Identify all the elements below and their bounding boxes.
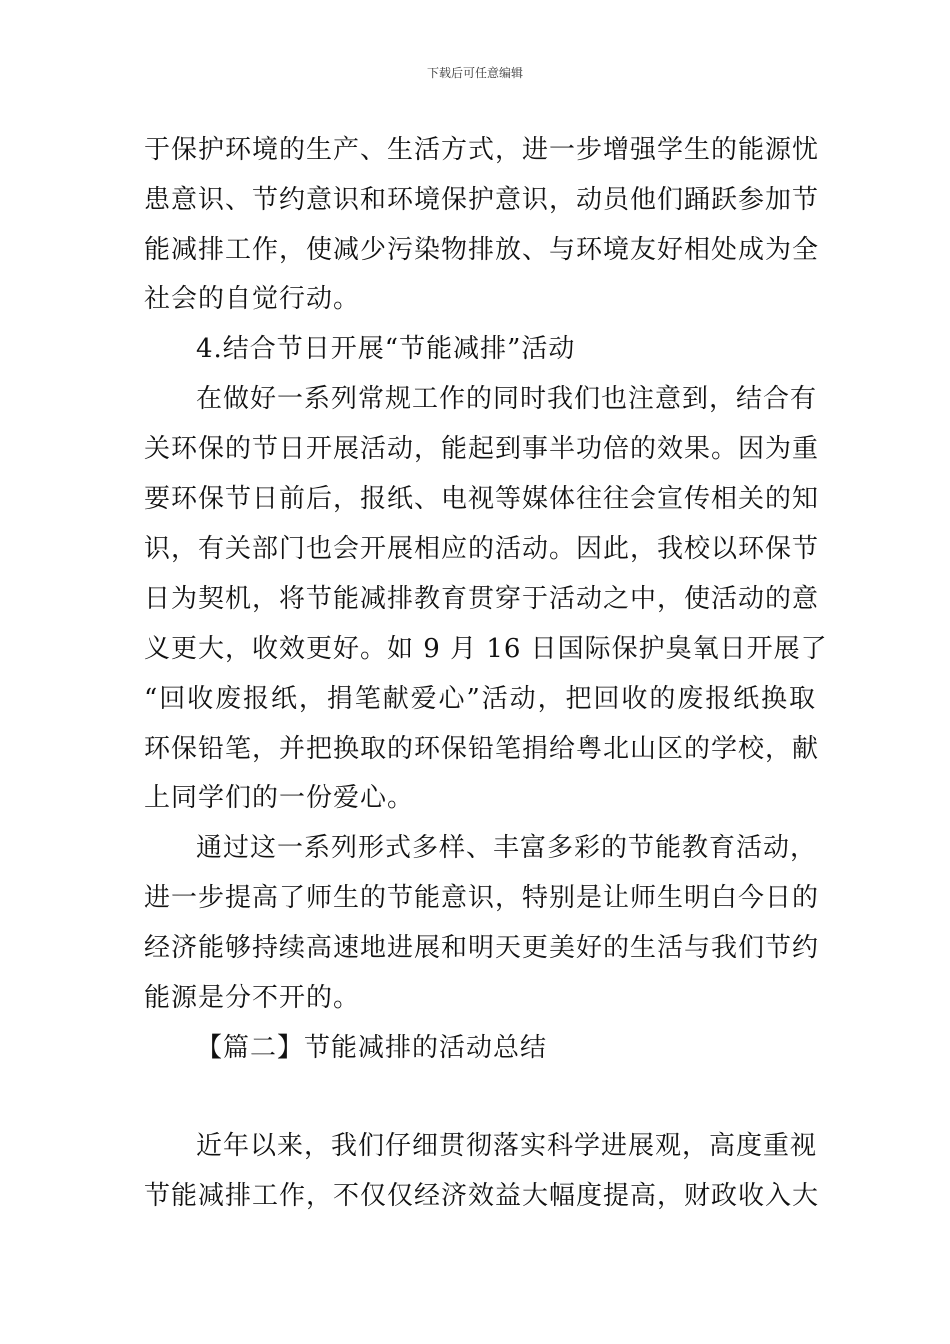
- paragraph-line: 于保护环境的生产、生活方式，进一步增强学生的能源忧: [144, 135, 820, 165]
- paragraph-line: 识，有关部门也会开展相应的活动。因此，我校以环保节: [144, 534, 820, 564]
- paragraph-line: 通过这一系列形式多样、丰富多彩的节能教育活动，: [196, 833, 818, 863]
- paragraph-line: 关环保的节日开展活动，能起到事半功倍的效果。因为重: [144, 434, 820, 464]
- paragraph-line: 近年以来，我们仔细贯彻落实科学进展观，高度重视: [196, 1131, 818, 1161]
- paragraph-line: 进一步提高了师生的节能意识，特别是让师生明白今日的: [144, 883, 820, 913]
- page-header: 下载后可任意编辑: [426, 66, 523, 80]
- paragraph-line: 日为契机，将节能减排教育贯穿于活动之中，使活动的意: [144, 584, 820, 614]
- paragraph-line: 节能减排工作，不仅仅经济效益大幅度提高，财政收入大: [144, 1181, 820, 1211]
- article-heading: 【篇二】节能减排的活动总结: [196, 1033, 548, 1063]
- paragraph-line: 环保铅笔，并把换取的环保铅笔捐给粤北山区的学校，献: [144, 734, 820, 764]
- paragraph-line: 能减排工作，使减少污染物排放、与环境友好相处成为全: [144, 235, 820, 265]
- paragraph-line: 能源是分不开的。: [144, 983, 361, 1013]
- paragraph-line: 上同学们的一份爱心。: [144, 783, 415, 813]
- paragraph-line: 经济能够持续高速地进展和明天更美好的生活与我们节约: [144, 933, 820, 963]
- paragraph-line: 患意识、节约意识和环境保护意识，动员他们踊跃参加节: [144, 185, 820, 215]
- paragraph-line: 在做好一系列常规工作的同时我们也注意到，结合有: [196, 384, 818, 414]
- paragraph-line: 要环保节日前后，报纸、电视等媒体往往会宣传相关的知: [144, 484, 820, 514]
- paragraph-line: “回收废报纸，捐笔献爱心”活动，把回收的废报纸换取: [144, 684, 816, 714]
- section-heading: 4.结合节日开展“节能减排”活动: [196, 334, 576, 364]
- paragraph-line: 社会的自觉行动。: [144, 284, 361, 314]
- paragraph-line: 义更大，收效更好。如 9 月 16 日国际保护臭氧日开展了: [144, 634, 828, 664]
